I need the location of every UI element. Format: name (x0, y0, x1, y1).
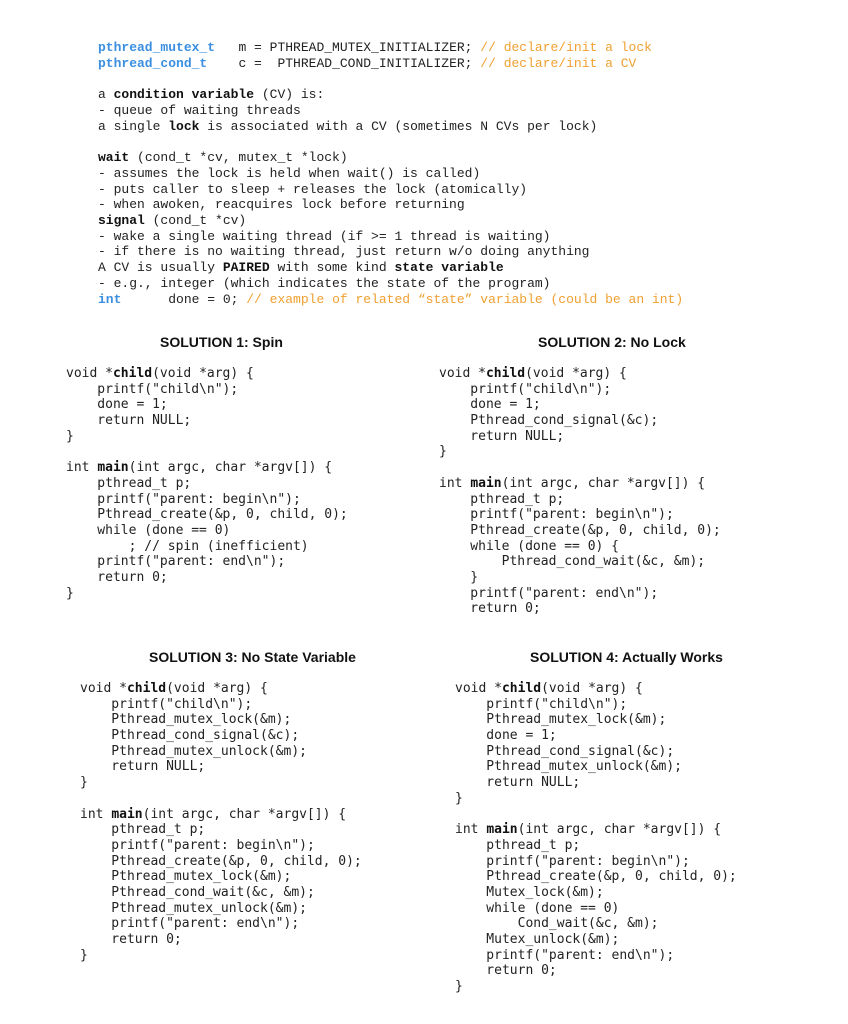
code-line: return 0; (80, 932, 182, 947)
code-line: } (439, 569, 479, 585)
wait-line-1: - assumes the lock is held when wait() is called) (98, 166, 481, 181)
cv-l3-bold: lock (168, 119, 200, 134)
code-line: } (455, 790, 463, 806)
wait-sig-line (98, 150, 348, 166)
code-line: done = 1; (455, 728, 557, 744)
cv-l1-bold: condition variable (113, 87, 255, 102)
signal-sig-line (98, 213, 246, 229)
code-line: } (66, 585, 74, 601)
solution-2-title: SOLUTION 2: No Lock (538, 334, 686, 350)
wait-line-3: - when awoken, reacquires lock before returning (98, 197, 465, 212)
code-line: } (66, 428, 74, 444)
code-line: printf("parent: begin\n"); (455, 853, 690, 869)
paired-line (98, 260, 504, 276)
decl-cond-type: pthread_cond_t (98, 56, 208, 71)
decl-mutex-comment: // declare/init a lock (480, 40, 652, 55)
code-line: printf("parent: end\n"); (66, 554, 286, 570)
solution-1-code (66, 366, 348, 601)
paired-mid: with some kind (269, 260, 395, 275)
code-line: ; // spin (inefficient) (66, 538, 309, 554)
code-line: Pthread_mutex_lock(&m); (455, 712, 667, 728)
code-line: Cond_wait(&c, &m); (455, 916, 659, 932)
code-line: pthread_t p; (455, 837, 581, 853)
decl-mutex-line (98, 40, 652, 56)
code-line: printf("parent: begin\n"); (439, 507, 674, 523)
code-line: return NULL; (455, 775, 581, 791)
code-line: } (455, 979, 463, 995)
cv-line-1 (98, 87, 324, 103)
cv-l1-post: (CV) is: (254, 87, 325, 102)
cv-line-3 (98, 119, 597, 135)
code-line (66, 444, 348, 460)
solution-4-code (455, 681, 737, 995)
code-line: pthread_t p; (80, 822, 206, 838)
cv-line-2: - queue of waiting threads (98, 103, 301, 118)
code-line: printf("parent: end\n"); (455, 947, 675, 963)
code-line: Pthread_cond_wait(&c, &m); (80, 884, 315, 900)
code-line: pthread_t p; (66, 475, 192, 491)
code-line: return NULL; (439, 428, 565, 444)
state-variable-bold: state variable (394, 260, 504, 275)
code-line: void *child(void *arg) { (439, 366, 627, 381)
code-line: while (done == 0) { (439, 538, 620, 554)
int-stmt: done = 0; (168, 292, 239, 307)
code-line: return 0; (439, 601, 541, 617)
solution-2-code (439, 366, 721, 617)
wait-sig: (cond_t *cv, mutex_t *lock) (129, 150, 348, 165)
code-line: Pthread_mutex_unlock(&m); (80, 900, 307, 916)
code-line: Pthread_create(&p, 0, child, 0); (455, 869, 737, 885)
code-line: void *child(void *arg) { (455, 681, 643, 696)
code-line: Mutex_unlock(&m); (455, 932, 620, 947)
code-line: Pthread_cond_signal(&c); (80, 728, 300, 744)
code-line: while (done == 0) (455, 900, 620, 916)
code-line: Pthread_create(&p, 0, child, 0); (66, 507, 348, 523)
int-keyword: int (98, 292, 122, 307)
code-line: void *child(void *arg) { (66, 366, 254, 381)
code-line: Pthread_cond_signal(&c); (439, 413, 659, 429)
code-line: int main(int argc, char *argv[]) { (66, 460, 333, 476)
code-line: pthread_t p; (439, 491, 565, 507)
code-line: return NULL; (80, 759, 206, 775)
solution-3-title: SOLUTION 3: No State Variable (149, 649, 356, 665)
decl-cond-comment: // declare/init a CV (480, 56, 637, 71)
code-line: Pthread_mutex_lock(&m); (80, 712, 292, 728)
decl-mutex-stmt: m = PTHREAD_MUTEX_INITIALIZER; (238, 40, 473, 55)
wait-bold: wait (98, 150, 130, 165)
code-line: Pthread_create(&p, 0, child, 0); (439, 522, 721, 538)
decl-cond-stmt: c = PTHREAD_COND_INITIALIZER; (238, 56, 473, 71)
wait-line-2: - puts caller to sleep + releases the lock (atomically) (98, 182, 528, 197)
solution-4-title: SOLUTION 4: Actually Works (530, 649, 723, 665)
paired-pre: A CV is usually (98, 260, 223, 275)
code-line (80, 791, 362, 807)
code-line: Pthread_mutex_unlock(&m); (80, 743, 307, 759)
code-line: Pthread_mutex_lock(&m); (80, 869, 292, 885)
cv-l1-pre: a (98, 87, 114, 102)
code-line: printf("parent: end\n"); (439, 585, 659, 601)
int-decl-line (98, 292, 683, 308)
code-line: } (80, 775, 88, 791)
code-line: printf("child\n"); (80, 696, 253, 712)
code-line: return 0; (66, 569, 168, 585)
code-line: printf("parent: end\n"); (80, 916, 300, 932)
code-line: int main(int argc, char *argv[]) { (80, 806, 347, 822)
signal-sig: (cond_t *cv) (144, 213, 247, 228)
code-line: } (439, 444, 447, 460)
code-line: Pthread_cond_wait(&c, &m); (439, 554, 706, 570)
code-line: done = 1; (66, 397, 168, 413)
solution-1-title: SOLUTION 1: Spin (160, 334, 283, 350)
code-line: printf("child\n"); (439, 381, 612, 397)
signal-line-1: - wake a single waiting thread (if >= 1 thread is waiting) (98, 229, 551, 244)
code-line: return NULL; (66, 413, 192, 429)
code-line: done = 1; (439, 397, 541, 413)
cv-l3-post: is associated with a CV (sometimes N CVs per lock) (199, 119, 598, 134)
code-line: Pthread_cond_signal(&c); (455, 743, 675, 759)
code-line: Pthread_mutex_unlock(&m); (455, 759, 682, 775)
cv-l3-pre: a single (98, 119, 169, 134)
code-line: Mutex_lock(&m); (455, 884, 604, 900)
paired-example-line: - e.g., integer (which indicates the state of the program) (98, 276, 551, 291)
code-line: printf("parent: begin\n"); (66, 491, 301, 507)
code-line (439, 460, 721, 476)
code-line: printf("child\n"); (455, 696, 628, 712)
paired-bold: PAIRED (222, 260, 270, 275)
code-line: while (done == 0) (66, 522, 231, 538)
code-line: void *child(void *arg) { (80, 681, 268, 696)
code-line: printf("parent: begin\n"); (80, 837, 315, 853)
code-line: } (80, 947, 88, 963)
code-line: return 0; (455, 963, 557, 979)
signal-bold: signal (98, 213, 145, 228)
code-line: Pthread_create(&p, 0, child, 0); (80, 853, 362, 869)
code-line (455, 807, 737, 823)
solution-3-code (80, 681, 362, 963)
decl-cond-line (98, 56, 636, 72)
code-line: int main(int argc, char *argv[]) { (455, 822, 722, 838)
code-line: int main(int argc, char *argv[]) { (439, 475, 706, 491)
signal-line-2: - if there is no waiting thread, just return w/o doing anything (98, 244, 590, 259)
code-line: printf("child\n"); (66, 381, 239, 397)
decl-mutex-type: pthread_mutex_t (98, 40, 216, 55)
int-comment: // example of related “state” variable (could be an int) (246, 292, 684, 307)
